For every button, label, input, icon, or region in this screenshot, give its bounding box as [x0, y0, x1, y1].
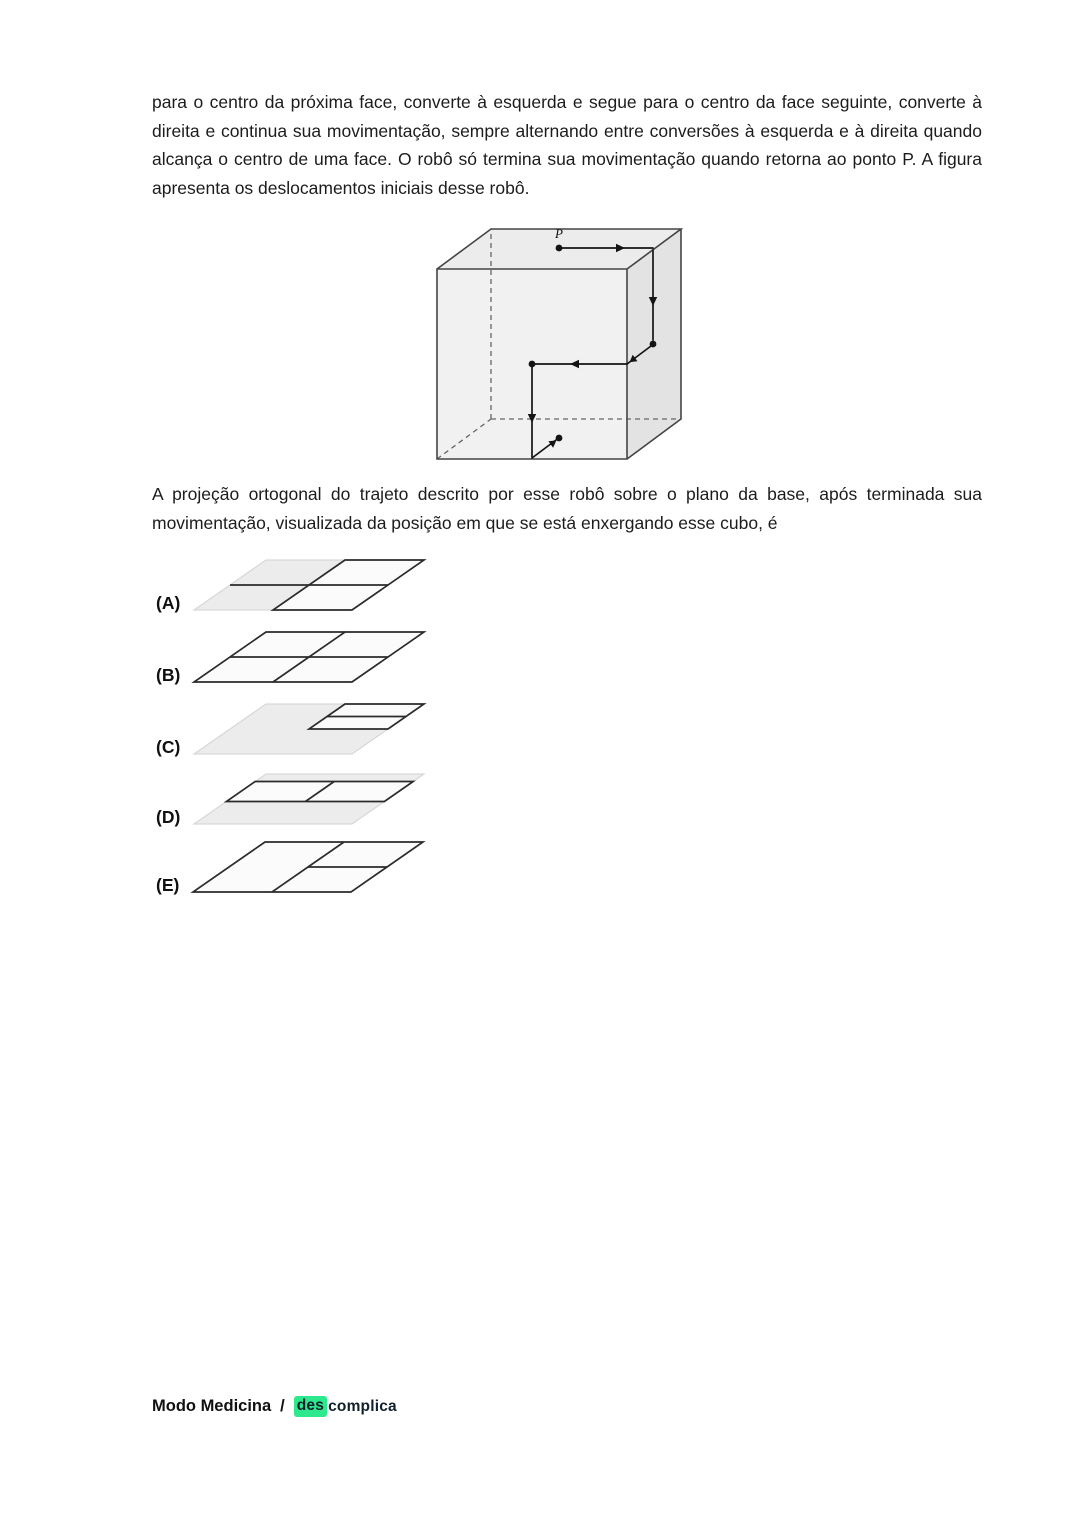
option-d-diagram [190, 770, 430, 828]
right-face-center-dot [650, 341, 657, 348]
point-p-label: P [555, 226, 563, 241]
option-a-label: (A) [156, 592, 181, 613]
option-c-label: (C) [156, 736, 181, 757]
option-b-diagram [190, 628, 430, 686]
question-paragraph-2: A projeção ortogonal do trajeto descrito por esse robô sobre o plano da base, após terminada sua movimentação, visualizada da posição em que se está enxergando esse cubo, é [152, 484, 982, 533]
logo-des-tag: des [294, 1396, 327, 1417]
option-b-label: (B) [156, 664, 181, 685]
descomplica-logo [294, 1396, 397, 1417]
point-p-dot [556, 245, 563, 252]
option-b [156, 628, 430, 686]
page-footer [152, 1396, 397, 1417]
brand-name: Modo Medicina [152, 1397, 272, 1415]
question-paragraph-1: para o centro da próxima face, converte à esquerda e segue para o centro da face seguinte, converte à direita e continua sua movimentação, sempre alternando entre conversões à esquerda e à direita quando alcança o centro de uma face. O robô só termina sua movimentação quando retorna ao ponto P. A figura apresenta os deslocamentos iniciais desse robô. [152, 92, 982, 199]
option-d [156, 770, 430, 828]
option-e-diagram [189, 838, 429, 896]
option-e [156, 838, 429, 896]
option-e-label: (E) [156, 874, 180, 895]
option-d-label: (D) [156, 806, 181, 827]
option-a-diagram [190, 556, 430, 614]
cube-figure [429, 221, 689, 467]
front-face-center-dot [529, 361, 536, 368]
option-c-diagram [190, 700, 430, 758]
option-a [156, 556, 430, 614]
bottom-face-center-dot [556, 435, 563, 442]
option-c [156, 700, 430, 758]
logo-complica-text: complica [328, 1397, 397, 1415]
brand-separator: / [280, 1397, 285, 1415]
